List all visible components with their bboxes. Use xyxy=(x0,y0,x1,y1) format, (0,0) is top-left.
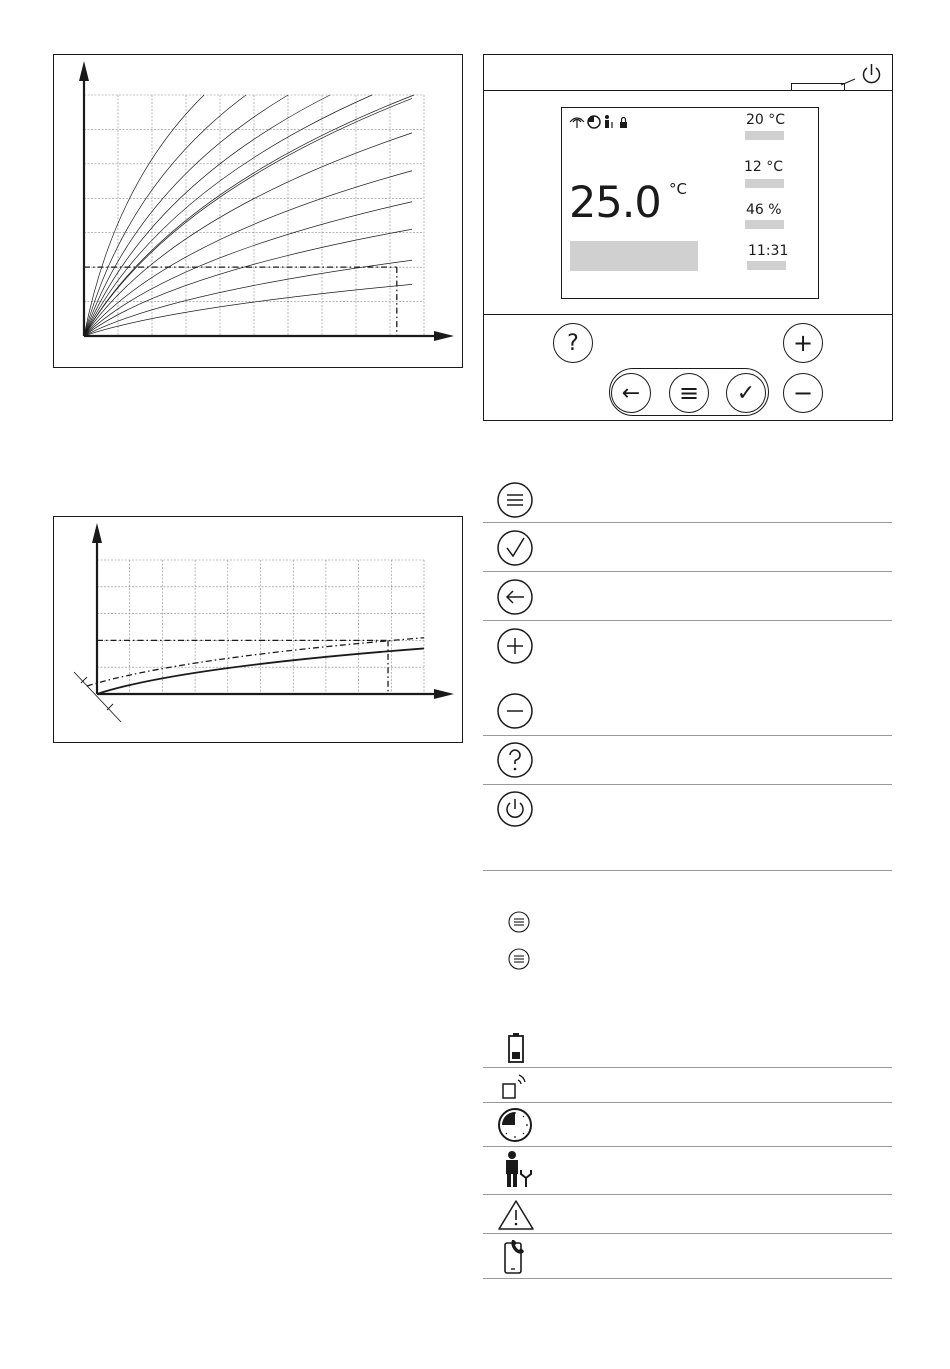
curve-8 xyxy=(84,133,412,336)
plus-icon: + xyxy=(792,329,814,357)
timer-clock-icon xyxy=(497,1107,535,1145)
plus-icon xyxy=(496,627,536,667)
main-temperature: 25.0 xyxy=(569,178,661,228)
back-arrow-icon: ← xyxy=(621,380,641,406)
side-value-3: 46 % xyxy=(746,202,782,218)
legend-separator xyxy=(483,1146,892,1147)
curve-9 xyxy=(84,171,412,336)
power-icon xyxy=(496,790,536,830)
legend-separator xyxy=(483,1233,892,1234)
x-axis-arrow xyxy=(434,689,454,699)
warning-triangle-icon xyxy=(497,1199,535,1231)
side-value-1: 20 °C xyxy=(746,112,786,128)
ok-button[interactable] xyxy=(726,373,766,413)
menu-button[interactable] xyxy=(669,373,709,413)
side-value-2-bar xyxy=(745,179,784,188)
minus-icon xyxy=(496,692,536,732)
help-button[interactable] xyxy=(553,323,593,363)
offset-curve-chart xyxy=(53,516,463,743)
curve-6 xyxy=(84,95,414,336)
lcd-text-bar xyxy=(570,241,698,271)
technician-icon xyxy=(605,115,612,128)
technician-service-icon xyxy=(502,1150,532,1190)
y-axis-arrow xyxy=(92,523,102,543)
curve-7 xyxy=(84,98,412,336)
back-button[interactable] xyxy=(611,373,651,413)
curve-12 xyxy=(84,260,412,336)
offset-curve-chart-svg xyxy=(54,517,462,742)
checkmark-icon xyxy=(496,529,536,569)
x-axis-arrow xyxy=(434,331,454,341)
plus-button[interactable] xyxy=(783,323,823,363)
y-axis-arrow xyxy=(79,61,89,81)
legend-separator xyxy=(483,1067,892,1068)
legend-separator xyxy=(483,522,892,523)
menu-small-icon xyxy=(507,910,531,934)
control-panel xyxy=(483,54,893,421)
curve-11 xyxy=(84,229,412,336)
legend-separator xyxy=(483,1194,892,1195)
legend-separator xyxy=(483,870,892,871)
curve-5 xyxy=(84,95,372,336)
offset-axis-tick xyxy=(107,704,113,710)
legend-separator xyxy=(483,620,892,621)
help-icon: ? xyxy=(567,330,579,356)
side-value-4-bar xyxy=(747,261,786,270)
side-value-2: 12 °C xyxy=(744,159,784,175)
minus-button[interactable] xyxy=(783,373,823,413)
dashdot-curve xyxy=(87,638,424,686)
heating-curve-chart-svg xyxy=(54,55,462,367)
minus-icon: − xyxy=(792,379,814,407)
legend-separator xyxy=(483,784,892,785)
status-icon-row xyxy=(568,114,638,130)
lcd-display xyxy=(561,107,819,299)
side-value-4: 11:31 xyxy=(748,243,789,259)
side-value-1-bar xyxy=(745,131,784,140)
main-temperature-unit: °C xyxy=(669,180,687,198)
power-icon[interactable] xyxy=(839,63,885,89)
phone-call-icon xyxy=(503,1237,531,1275)
checkmark-icon: ✓ xyxy=(736,380,756,406)
lock-icon xyxy=(620,118,627,129)
legend-separator xyxy=(483,1102,892,1103)
clock-icon xyxy=(588,116,600,128)
back-arrow-icon xyxy=(496,578,536,618)
curve-13 xyxy=(84,284,412,336)
panel-bottom-divider xyxy=(484,314,892,315)
legend-separator xyxy=(483,571,892,572)
side-value-3-bar xyxy=(745,220,784,229)
menu-icon: ≡ xyxy=(678,379,700,407)
legend-separator xyxy=(483,735,892,736)
power-switch-housing xyxy=(791,83,845,91)
help-icon xyxy=(496,741,536,781)
menu-icon xyxy=(496,481,536,521)
wireless-signal-icon xyxy=(500,1072,530,1102)
radio-icon xyxy=(570,118,584,128)
menu-small-icon xyxy=(507,947,531,971)
heating-curve-chart xyxy=(53,54,463,368)
legend-separator xyxy=(483,1278,892,1279)
battery-icon xyxy=(505,1032,527,1064)
